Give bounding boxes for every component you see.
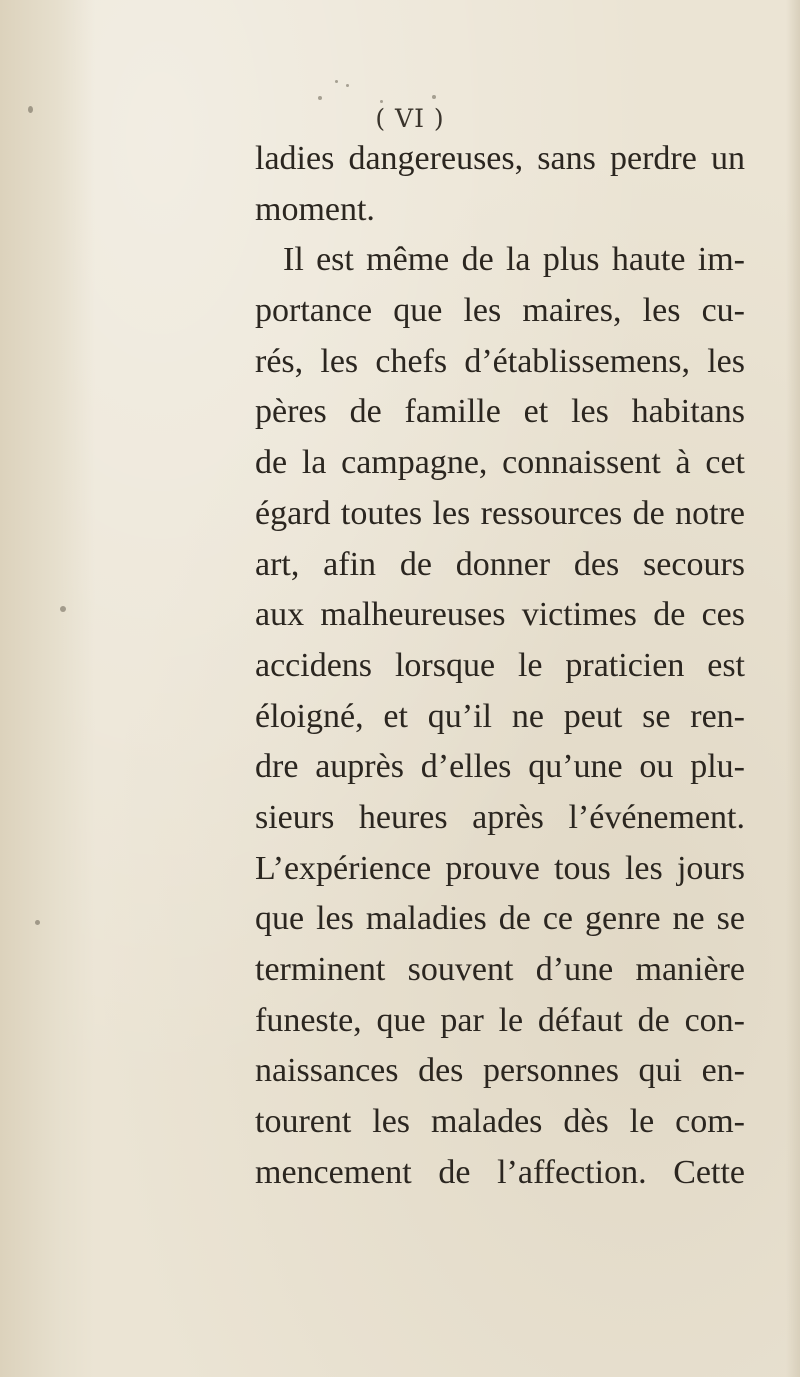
text-line: moment. (255, 190, 375, 228)
text-line: rés, les chefs d’établissemens, les (255, 342, 745, 380)
page-right-edge-shadow (786, 0, 800, 1377)
page-number-header: ( VI ) (375, 104, 445, 133)
text-line: terminent souvent d’une manière (255, 951, 745, 988)
text-line: ladies dangereuses, sans perdre un (255, 140, 745, 177)
text-line: funeste, que par le défaut de con- (255, 1001, 745, 1039)
text-line: pères de famille et les habitans (255, 393, 745, 431)
ink-speck (380, 100, 383, 103)
ink-speck (432, 95, 436, 99)
ink-speck (35, 920, 40, 925)
ink-speck (318, 96, 322, 100)
text-line: égard toutes les ressources de notre (255, 494, 745, 532)
page-left-edge-shadow (0, 0, 95, 1377)
text-line: que les maladies de ce genre ne se (255, 900, 745, 938)
text-line: aux malheureuses victimes de ces (255, 596, 745, 634)
ink-speck (335, 80, 338, 83)
text-line: L’expérience prouve tous les jours (255, 849, 745, 887)
ink-speck (28, 106, 33, 113)
text-line: mencement de l’affection. Cette (255, 1153, 745, 1191)
ink-speck (60, 606, 66, 612)
text-line: naissances des personnes qui en- (255, 1052, 745, 1090)
text-line: Il est même de la plus haute im- (283, 241, 745, 279)
text-line: sieurs heures après l’événement. (255, 798, 745, 836)
body-text (255, 134, 745, 1198)
text-line: accidens lorsque le praticien est (255, 646, 745, 684)
text-line: art, afin de donner des secours (255, 545, 745, 583)
text-line: éloigné, et qu’il ne peut se ren- (255, 697, 745, 735)
text-line: portance que les maires, les cu- (255, 292, 745, 330)
ink-speck (346, 84, 349, 87)
text-line: de la campagne, connaissent à cet (255, 444, 745, 482)
text-line: tourent les malades dès le com- (255, 1103, 745, 1141)
text-line: dre auprès d’elles qu’une ou plu- (255, 748, 745, 786)
